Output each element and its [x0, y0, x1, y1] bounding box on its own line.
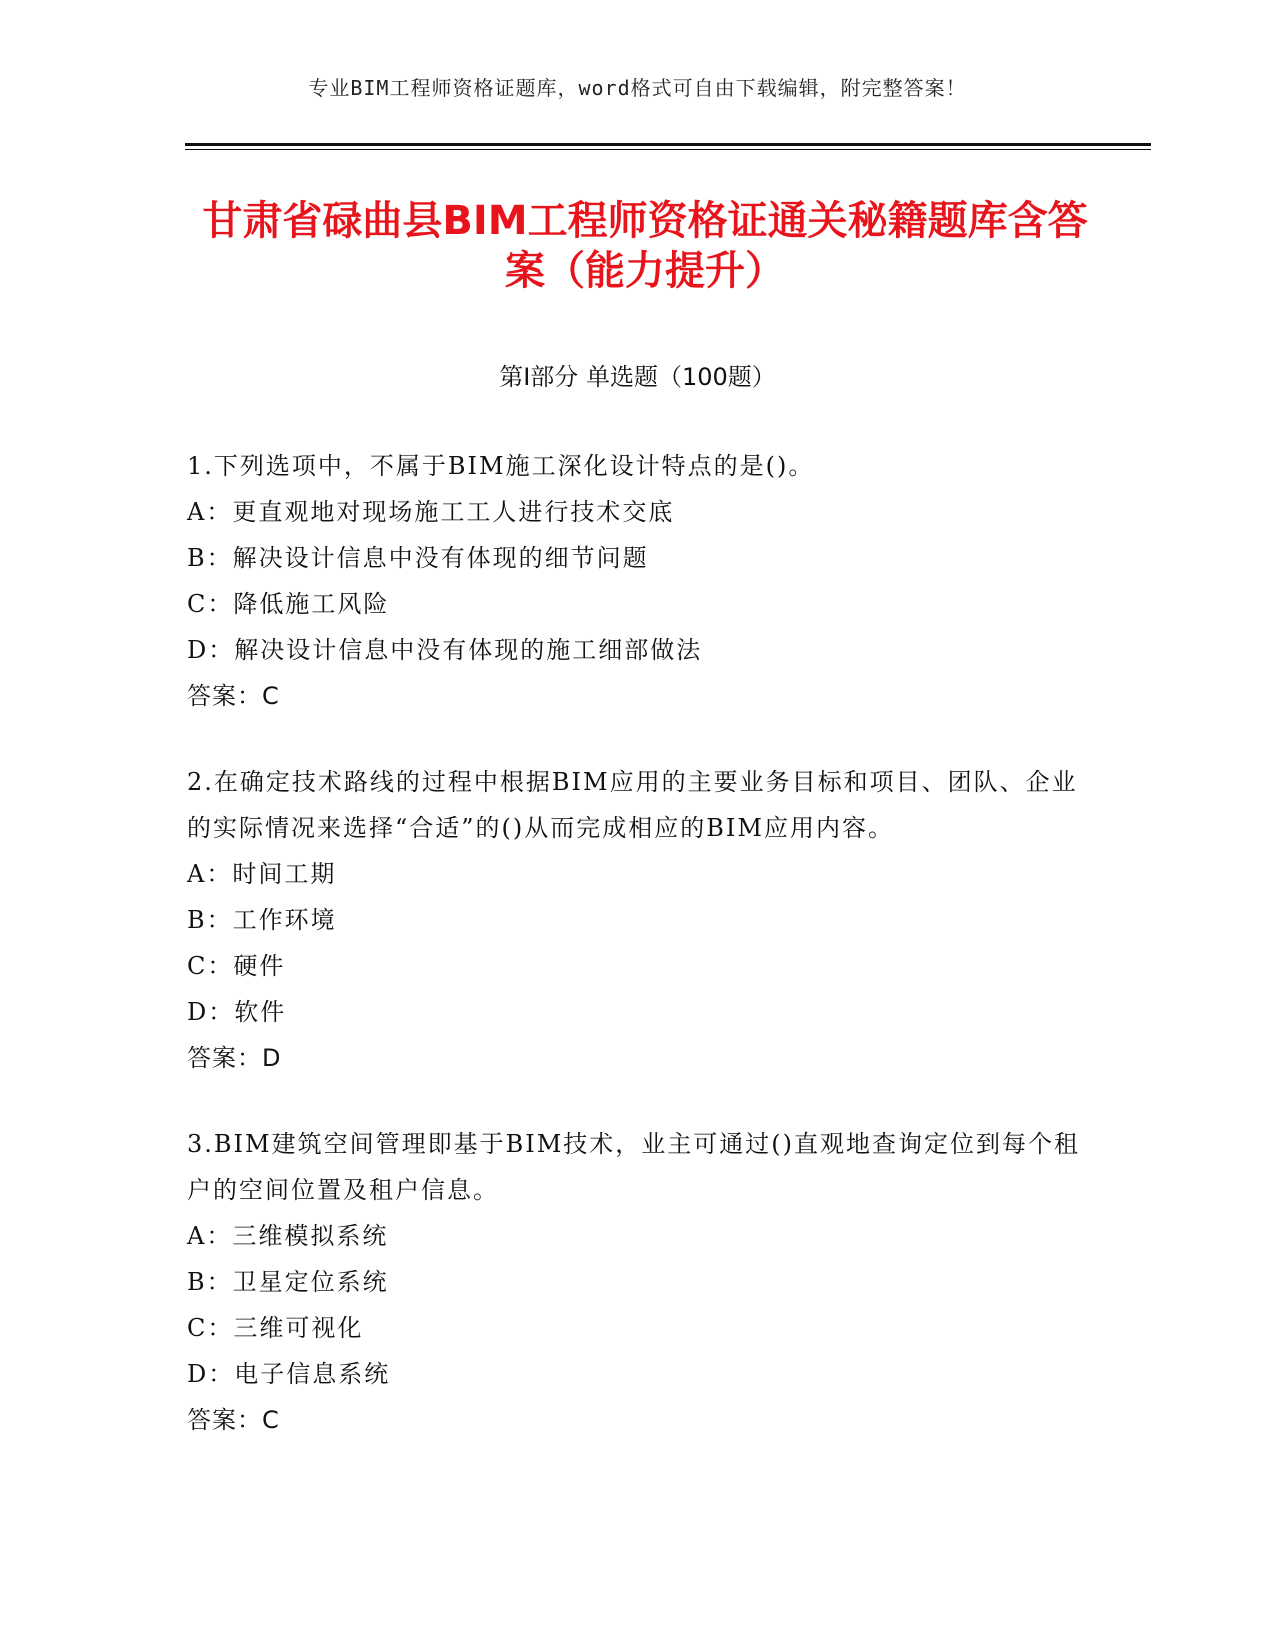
option-d: D：电子信息系统 — [187, 1360, 391, 1388]
option-a: A：三维模拟系统 — [187, 1222, 389, 1250]
document-title: 甘肃省碌曲县BIM工程师资格证通关秘籍题库含答案（能力提升） — [202, 198, 1088, 294]
option-b: B：卫星定位系统 — [187, 1268, 389, 1296]
option-b: B：工作环境 — [187, 906, 337, 934]
option-c: C：三维可视化 — [187, 1314, 364, 1342]
answer-line: 答案：C — [187, 682, 280, 710]
question-list — [187, 443, 1087, 1483]
page-header: 专业BIM工程师资格证题库，word格式可自由下载编辑，附完整答案！ — [308, 76, 967, 100]
question-2 — [187, 759, 1087, 1081]
header-divider-thick — [185, 143, 1151, 146]
option-d: D：解决设计信息中没有体现的施工细部做法 — [187, 636, 703, 664]
option-b: B：解决设计信息中没有体现的细节问题 — [187, 544, 649, 572]
section-heading: 第I部分 单选题（100题） — [499, 363, 776, 391]
question-stem: 3.BIM建筑空间管理即基于BIM技术，业主可通过()直观地查询定位到每个租户的空间位置及租户信息。 — [187, 1130, 1081, 1204]
option-a: A：时间工期 — [187, 860, 337, 888]
answer-line: 答案：C — [187, 1406, 280, 1434]
option-c: C：降低施工风险 — [187, 590, 390, 618]
question-stem: 2.在确定技术路线的过程中根据BIM应用的主要业务目标和项目、团队、企业的实际情况来选择“合适”的()从而完成相应的BIM应用内容。 — [187, 768, 1078, 842]
answer-line: 答案：D — [187, 1044, 282, 1072]
option-c: C：硬件 — [187, 952, 286, 980]
question-stem: 1.下列选项中，不属于BIM施工深化设计特点的是()。 — [187, 452, 815, 480]
question-1 — [187, 443, 1087, 719]
option-d: D：软件 — [187, 998, 287, 1026]
option-a: A：更直观地对现场施工工人进行技术交底 — [187, 498, 675, 526]
header-divider-thin — [185, 149, 1151, 150]
question-3 — [187, 1121, 1087, 1443]
